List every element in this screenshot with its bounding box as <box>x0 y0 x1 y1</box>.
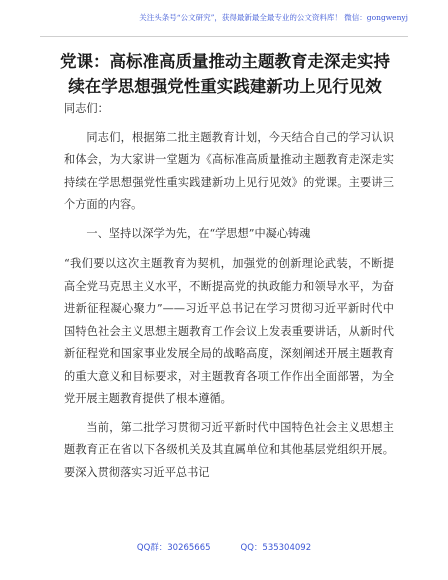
footer-qq-group: QQ群：30265665 <box>136 543 211 553</box>
greeting: 同志们： <box>64 102 109 115</box>
header-divider <box>40 36 408 37</box>
paragraph-intro: 同志们，根据第二批主题教育计划，今天结合自己的学习认识和体会，为大家讲一堂题为《高标准高质量推动主题教育走深走实持续在学思想强党性重实践建新功上见行见效》的党课。主要讲三个方面的内容。 <box>64 130 394 211</box>
paragraph-current: 当前，第二批学习贯彻习近平新时代中国特色社会主义思想主题教育正在省以下各级机关及其直属单位和其他基层党组织开展。要深入贯彻落实习近平总书记 <box>64 420 394 479</box>
document-body <box>64 98 394 490</box>
footer-qq: QQ：535304092 <box>240 543 312 553</box>
title-line-1: 党课：高标准高质量推动主题教育走深走实持 <box>60 52 390 71</box>
footer-contact <box>0 540 448 556</box>
section-heading-1: 一、坚持以深学为先，在“学思想”中凝心铸魂 <box>86 226 311 240</box>
paragraph-quote: “我们要以这次主题教育为契机，加强党的创新理论武装，不断提高全党马克思主义水平，不断提高党的执政能力和领导水平，为奋进新征程凝心聚力”——习近平总书记在学习贯彻习近平新时代中国特色社会主义思想主题教育工作会议上发表重要讲话，从新时代新征程党和国家事业发展全局的战略高度，深刻阐述开展主题教育的重大意义和目标要求，对主题教育各项工作作出全面部署，为全党开展主题教育提供了根本遵循。 <box>64 257 394 405</box>
title-line-2: 续在学思想强党性重实践建新功上见行见效 <box>68 77 382 96</box>
header-promo: 关注头条号“公文研究”，获得最新最全最专业的公文资料库！ 微信：gongwenyj <box>139 13 408 22</box>
document-title <box>50 49 400 99</box>
